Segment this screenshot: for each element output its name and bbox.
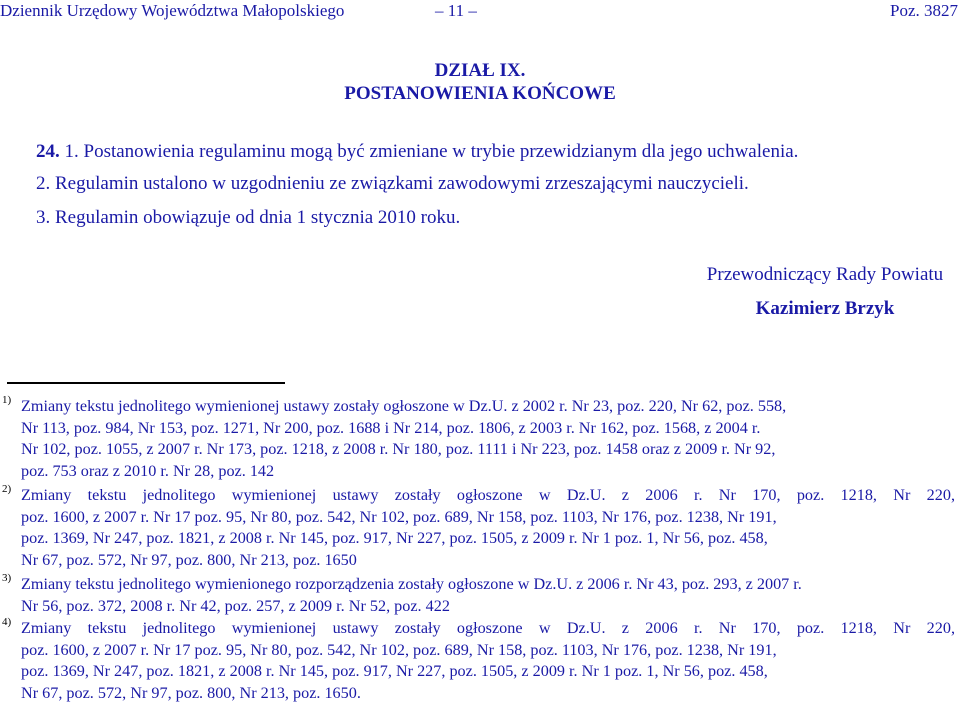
paragraph-24-item-3 xyxy=(36,206,460,230)
header-journal-title: Dziennik Urzędowy Województwa Małopolskiego xyxy=(0,1,345,20)
paragraph-text: 1. Postanowienia regulaminu mogą być zmieniane w trybie przewidzianym dla jego uchwalenia. xyxy=(64,141,799,162)
footnote-line: Zmiany tekstu jednolitego wymienionej ustawy zostały ogłoszone w Dz.U. z 2006 r. Nr 170, poz. 1218, Nr 220, xyxy=(21,619,955,637)
footnote-marker: 1) xyxy=(2,394,12,406)
footnote-line: poz. 753 oraz z 2010 r. Nr 28, poz. 142 xyxy=(21,461,275,480)
footnote-line: poz. 1600, z 2007 r. Nr 17 poz. 95, Nr 80, poz. 542, Nr 102, poz. 689, Nr 158, poz. 1103, Nr 176, poz. 1238, Nr 191, xyxy=(21,507,777,526)
footnote-line: Zmiany tekstu jednolitego wymienionej ustawy zostały ogłoszone w Dz.U. z 2002 r. Nr 23, poz. 220, Nr 62, poz. 558, xyxy=(21,397,787,415)
footnote-marker: 2) xyxy=(2,483,12,495)
footnote-line: Nr 56, poz. 372, 2008 r. Nr 42, poz. 257, z 2009 r. Nr 52, poz. 422 xyxy=(21,596,450,615)
footnote-2 xyxy=(0,483,955,571)
footnote-4 xyxy=(0,616,955,704)
footnote-3 xyxy=(0,574,934,617)
paragraph-24-item-1 xyxy=(36,140,798,164)
footnote-line: Zmiany tekstu jednolitego wymienionego rozporządzenia zostały ogłoszone w Dz.U. z 2006 r. Nr 43, poz. 293, z 2007 r. xyxy=(21,575,802,593)
footnote-1 xyxy=(0,396,934,482)
footnote-line: Zmiany tekstu jednolitego wymienionej ustawy zostały ogłoszone w Dz.U. z 2006 r. Nr 170, poz. 1218, Nr 220, xyxy=(21,486,955,504)
footnote-line: Nr 67, poz. 572, Nr 97, poz. 800, Nr 213, poz. 1650. xyxy=(21,683,361,702)
paragraph-24-item-2 xyxy=(36,172,749,196)
signature-name: Kazimierz Brzyk xyxy=(755,298,895,319)
header-position: Poz. 3827 xyxy=(890,1,958,20)
footnote-line: Nr 67, poz. 572, Nr 97, poz. 800, Nr 213, poz. 1650 xyxy=(21,550,357,569)
footnote-line: poz. 1600, z 2007 r. Nr 17 poz. 95, Nr 80, poz. 542, Nr 102, poz. 689, Nr 158, poz. 1103, Nr 176, poz. 1238, Nr 191, xyxy=(21,640,777,659)
section-subtitle: POSTANOWIENIA KOŃCOWE xyxy=(344,83,616,104)
header-page-number: – 11 – xyxy=(435,1,477,20)
footnote-marker: 4) xyxy=(2,616,12,628)
footnote-separator xyxy=(7,382,285,384)
section-title: DZIAŁ IX. xyxy=(434,60,526,81)
paragraph-text: 3. Regulamin obowiązuje od dnia 1 stycznia 2010 roku. xyxy=(36,207,461,228)
footnote-line: poz. 1369, Nr 247, poz. 1821, z 2008 r. Nr 145, poz. 917, Nr 227, poz. 1505, z 2009 r. Nr 1 poz. 1, Nr 56, poz. 458, xyxy=(21,662,768,681)
paragraph-text: 2. Regulamin ustalono w uzgodnieniu ze związkami zawodowymi zrzeszającymi nauczycieli. xyxy=(36,173,749,194)
paragraph-number: 24. xyxy=(36,141,65,162)
footnote-line: Nr 102, poz. 1055, z 2007 r. Nr 173, poz. 1218, z 2008 r. Nr 180, poz. 1111 i Nr 223, poz. 1458 oraz z 2009 r. Nr 92, xyxy=(21,440,776,459)
footnote-marker: 3) xyxy=(2,572,12,584)
footnote-line: Nr 113, poz. 984, Nr 153, poz. 1271, Nr 200, poz. 1688 i Nr 214, poz. 1806, z 2003 r. Nr 162, poz. 1568, z 2004 r. xyxy=(21,418,761,437)
footnote-line: poz. 1369, Nr 247, poz. 1821, z 2008 r. Nr 145, poz. 917, Nr 227, poz. 1505, z 2009 r. Nr 1 poz. 1, Nr 56, poz. 458, xyxy=(21,529,768,548)
signature-role: Przewodniczący Rady Powiatu xyxy=(706,264,944,285)
